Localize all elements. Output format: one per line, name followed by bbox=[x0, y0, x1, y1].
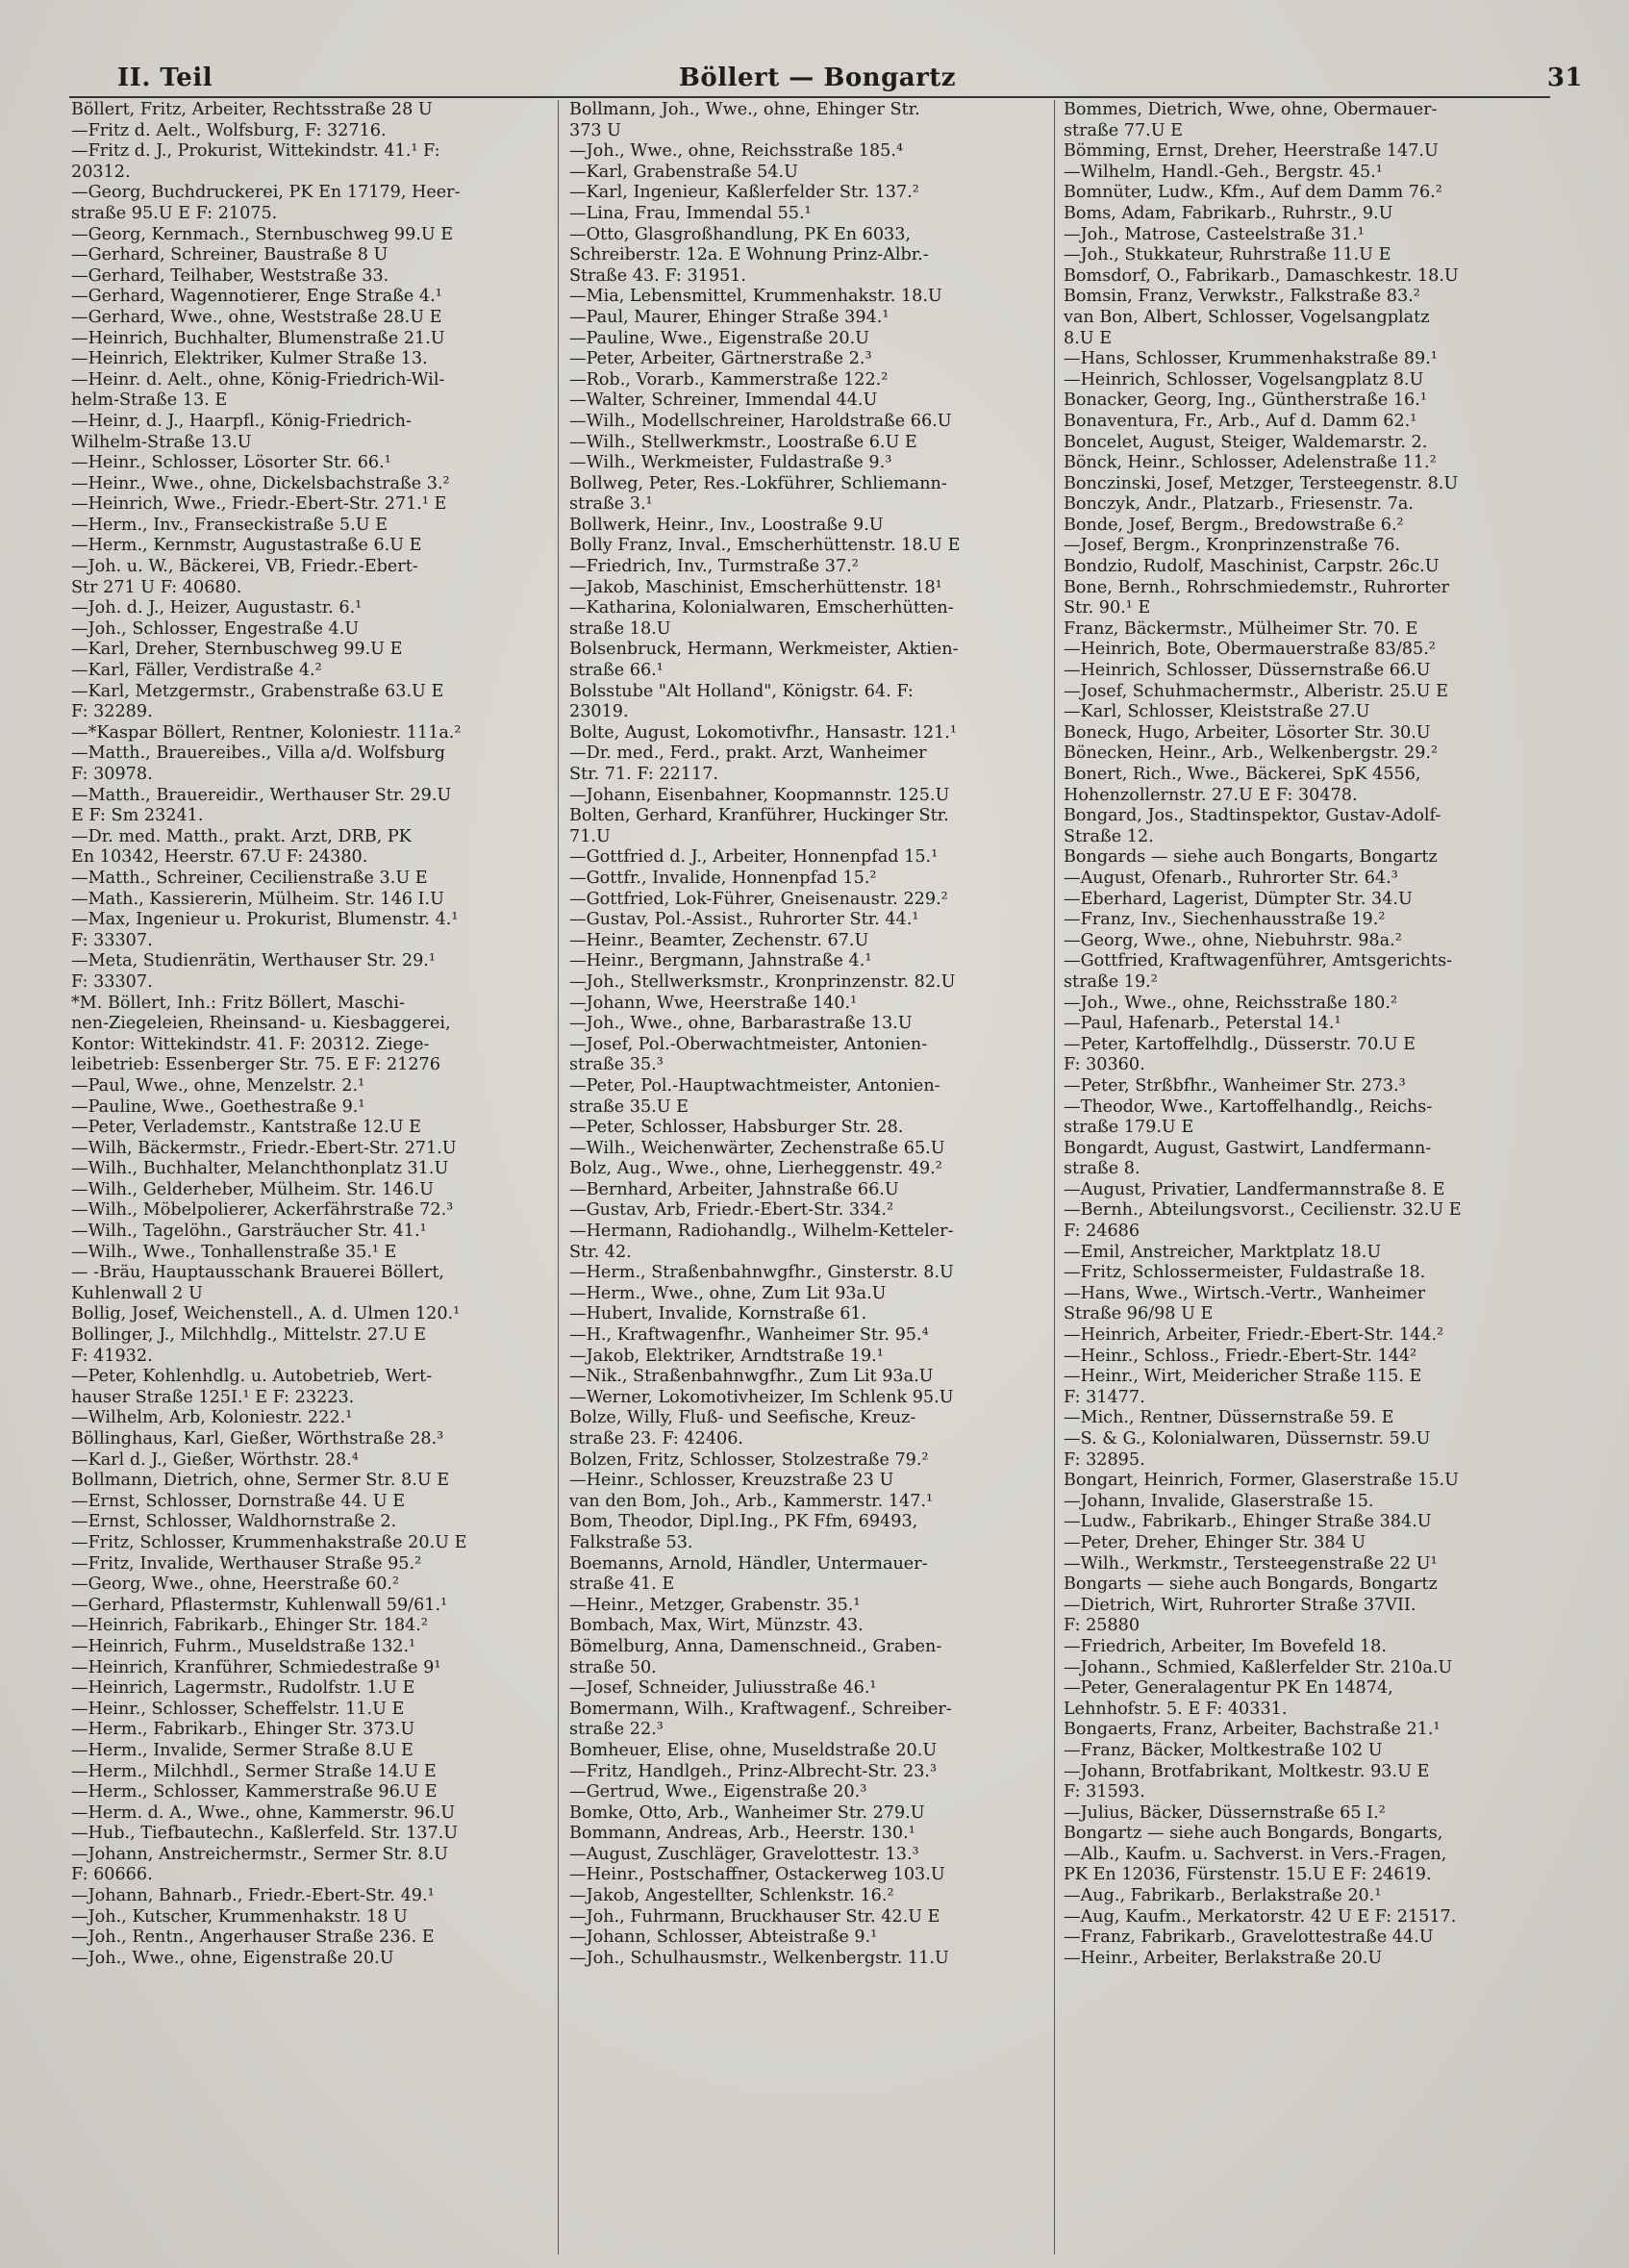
directory-entry-line: —Aug, Kaufm., Merkatorstr. 42 U E F: 21517. bbox=[1064, 1906, 1457, 1927]
directory-entry-line: Bönck, Heinr., Schlosser, Adelenstraße 11.² bbox=[1064, 453, 1437, 473]
directory-entry-line: —Pauline, Wwe., Goethestraße 9.¹ bbox=[71, 1096, 365, 1117]
directory-entry-line: —Johann, Eisenbahner, Koopmannstr. 125.U bbox=[569, 785, 950, 805]
directory-entry-line: Bolz, Aug., Wwe., ohne, Lierheggenstr. 49.² bbox=[569, 1159, 942, 1179]
directory-entry-line: —Herm., Milchhdl., Sermer Straße 14.U E bbox=[71, 1761, 437, 1781]
directory-entry-line: —Wilh., Weichenwärter, Zechenstraße 65.U bbox=[569, 1138, 945, 1158]
directory-entry-line: Bongardt, August, Gastwirt, Landfermann- bbox=[1064, 1138, 1432, 1158]
directory-entry-line: —Karl, Schlosser, Kleiststraße 27.U bbox=[1064, 702, 1370, 722]
directory-entry-line: Bongart, Heinrich, Former, Glaserstraße 15.U bbox=[1064, 1471, 1459, 1491]
directory-entry-line: —Gerhard, Wwe., ohne, Weststraße 28.U E bbox=[71, 307, 442, 327]
directory-entry-line: —Karl d. J., Gießer, Wörthstr. 28.⁴ bbox=[71, 1449, 359, 1470]
page-header bbox=[67, 60, 1583, 98]
directory-entry-line: —Werner, Lokomotivheizer, Im Schlenk 95.U bbox=[569, 1387, 954, 1407]
directory-entry-line: Lehnhofstr. 5. E F: 40331. bbox=[1064, 1699, 1288, 1719]
directory-entry-line: —Georg, Wwe., ohne, Heerstraße 60.² bbox=[71, 1575, 400, 1595]
directory-entry-line: —Herm., Kernmstr, Augustastraße 6.U E bbox=[71, 536, 422, 556]
directory-entry-line: Bomheuer, Elise, ohne, Museldstraße 20.U bbox=[569, 1740, 938, 1760]
directory-entry-line: Bollmann, Dietrich, ohne, Sermer Str. 8.U E bbox=[71, 1471, 450, 1491]
directory-entry-line: —Jakob, Angestellter, Schlenkstr. 16.² bbox=[569, 1886, 894, 1906]
directory-entry-line: Str. 90.¹ E bbox=[1064, 598, 1151, 618]
directory-entry-line: —Joh., Wwe., ohne, Reichsstraße 180.² bbox=[1064, 993, 1398, 1013]
directory-entry-line: Hohenzollernstr. 27.U E F: 30478. bbox=[1064, 785, 1358, 805]
directory-entry-line: Wilhelm-Straße 13.U bbox=[71, 432, 252, 452]
directory-entry-line: —Georg, Kernmach., Sternbuschweg 99.U E bbox=[71, 224, 454, 244]
directory-entry-line: —Fritz d. Aelt., Wolfsburg, F: 32716. bbox=[71, 120, 387, 140]
directory-entry-line: —Ernst, Schlosser, Dornstraße 44. U E bbox=[71, 1491, 406, 1511]
directory-entry-line: —Johann, Bahnarb., Friedr.-Ebert-Str. 49.¹ bbox=[71, 1886, 435, 1906]
directory-entry-line: Bonert, Rich., Wwe., Bäckerei, SpK 4556, bbox=[1064, 765, 1421, 784]
directory-entry-line: —Paul, Hafenarb., Peterstal 14.¹ bbox=[1064, 1014, 1341, 1034]
directory-entry-line: —Heinr., Schlosser, Scheffelstr. 11.U E bbox=[71, 1699, 405, 1719]
directory-entry-line: — -Bräu, Hauptausschank Brauerei Böllert, bbox=[71, 1263, 444, 1283]
directory-entry-line: —Jakob, Elektriker, Arndtstraße 19.¹ bbox=[569, 1346, 884, 1366]
directory-entry-line: 71.U bbox=[569, 826, 611, 846]
directory-entry-line: —Peter, Dreher, Ehinger Str. 384 U bbox=[1064, 1532, 1366, 1552]
column-divider bbox=[1054, 100, 1055, 2255]
directory-entry-line: —Gertrud, Wwe., Eigenstraße 20.³ bbox=[569, 1782, 867, 1802]
directory-entry-line: Bolzen, Fritz, Schlosser, Stolzestraße 79.² bbox=[569, 1449, 929, 1470]
directory-entry-line: Boneck, Hugo, Arbeiter, Lösorter Str. 30.U bbox=[1064, 722, 1431, 743]
directory-entry-line: Bongard, Jos., Stadtinspektor, Gustav-Adolf- bbox=[1064, 806, 1441, 826]
directory-entry-line: —Johann, Invalide, Glaserstraße 15. bbox=[1064, 1491, 1374, 1511]
directory-entry-line: —Pauline, Wwe., Eigenstraße 20.U bbox=[569, 328, 870, 348]
directory-entry-line: —Heinrich, Lagermstr., Rudolfstr. 1.U E bbox=[71, 1678, 415, 1699]
directory-entry-line: —Paul, Wwe., ohne, Menzelstr. 2.¹ bbox=[71, 1075, 365, 1096]
header-rule bbox=[69, 96, 1550, 98]
directory-entry-line: —Gerhard, Pflastermstr, Kuhlenwall 59/61.¹ bbox=[71, 1595, 448, 1615]
directory-entry-line: —Johann, Brotfabrikant, Moltkestr. 93.U E bbox=[1064, 1761, 1430, 1781]
directory-entry-line: —Heinrich, Buchhalter, Blumenstraße 21.U bbox=[71, 328, 445, 348]
header-page-number: 31 bbox=[1546, 63, 1583, 92]
directory-entry-line: —Heinr., Metzger, Grabenstr. 35.¹ bbox=[569, 1595, 861, 1615]
header-section: II. Teil bbox=[117, 63, 213, 92]
directory-entry-line: Bongartz — siehe auch Bongards, Bongarts, bbox=[1064, 1824, 1443, 1844]
directory-entry-line: F: 30978. bbox=[71, 765, 153, 784]
directory-entry-line: —Heinr., Postschaffner, Ostackerweg 103.U bbox=[569, 1865, 945, 1885]
directory-entry-line: —Joh., Fuhrmann, Bruckhauser Str. 42.U E bbox=[569, 1906, 940, 1927]
directory-entry-line: —Matth., Schreiner, Cecilienstraße 3.U E bbox=[71, 868, 428, 888]
directory-entry-line: Straße 12. bbox=[1064, 826, 1154, 846]
directory-entry-line: —H., Kraftwagenfhr., Wanheimer Str. 95.⁴ bbox=[569, 1325, 929, 1346]
directory-entry-line: —August, Ofenarb., Ruhrorter Str. 64.³ bbox=[1064, 868, 1398, 888]
directory-entry-line: —Hubert, Invalide, Kornstraße 61. bbox=[569, 1304, 867, 1324]
directory-entry-line: —Matth., Brauereidir., Werthauser Str. 29.U bbox=[71, 785, 452, 805]
directory-entry-line: —Joh., Wwe., ohne, Barbarastraße 13.U bbox=[569, 1014, 913, 1034]
directory-entry-line: —Rob., Vorarb., Kammerstraße 122.² bbox=[569, 369, 889, 390]
directory-entry-line: Bolly Franz, Inval., Emscherhüttenstr. 18.U E bbox=[569, 536, 961, 556]
directory-entry-line: —Karl, Dreher, Sternbuschweg 99.U E bbox=[71, 640, 403, 660]
directory-entry-line: —Wilh., Werkmeister, Fuldastraße 9.³ bbox=[569, 453, 892, 473]
directory-entry-line: —Josef, Schneider, Juliusstraße 46.¹ bbox=[569, 1678, 877, 1699]
directory-entry-line: straße 77.U E bbox=[1064, 120, 1183, 140]
directory-entry-line: Bommann, Andreas, Arb., Heerstr. 130.¹ bbox=[569, 1824, 915, 1844]
directory-entry-line: —Bernhard, Arbeiter, Jahnstraße 66.U bbox=[569, 1179, 899, 1199]
directory-entry-line: —Peter, Schlosser, Habsburger Str. 28. bbox=[569, 1118, 904, 1138]
directory-entry-line: —Matth., Brauereibes., Villa a/d. Wolfsburg bbox=[71, 743, 445, 764]
directory-entry-line: Bongaerts, Franz, Arbeiter, Bachstraße 21.¹ bbox=[1064, 1720, 1441, 1740]
directory-entry-line: —Joh., Schlosser, Engestraße 4.U bbox=[71, 618, 360, 639]
directory-entry-line: —Heinrich, Schlosser, Vogelsangplatz 8.U bbox=[1064, 369, 1424, 390]
directory-entry-line: F: 31593. bbox=[1064, 1782, 1145, 1802]
directory-entry-line: Böllinghaus, Karl, Gießer, Wörthstraße 28.³ bbox=[71, 1429, 444, 1449]
directory-entry-line: straße 35.³ bbox=[569, 1055, 664, 1075]
directory-entry-line: Str. 71. F: 22117. bbox=[569, 765, 719, 784]
directory-entry-line: —Joh. u. W., Bäckerei, VB, Friedr.-Ebert- bbox=[71, 557, 418, 577]
directory-entry-line: Bollwerk, Heinr., Inv., Loostraße 9.U bbox=[569, 515, 884, 535]
directory-entry-line: Falkstraße 53. bbox=[569, 1532, 693, 1552]
directory-entry-line: —Heinrich, Schlosser, Düssernstraße 66.U bbox=[1064, 661, 1431, 681]
directory-entry-line: —Gerhard, Schreiner, Baustraße 8 U bbox=[71, 245, 388, 265]
directory-entry-line: —Fritz, Handlgeh., Prinz-Albrecht-Str. 23.³ bbox=[569, 1761, 938, 1781]
directory-entry-line: —Georg, Buchdruckerei, PK En 17179, Heer- bbox=[71, 183, 461, 203]
directory-entry-line: Bonczinski, Josef, Metzger, Tersteegenstr. 8.U bbox=[1064, 473, 1459, 493]
directory-entry-line: 23019. bbox=[569, 702, 629, 722]
directory-entry-line: Bonczyk, Andr., Platzarb., Friesenstr. 7a. bbox=[1064, 494, 1415, 515]
directory-entry-line: En 10342, Heerstr. 67.U F: 24380. bbox=[71, 847, 368, 868]
directory-entry-line: —Heinrich, Arbeiter, Friedr.-Ebert-Str. 144.² bbox=[1064, 1325, 1444, 1346]
directory-entry-line: Bone, Bernh., Rohrschmiedemstr., Ruhrorter bbox=[1064, 577, 1450, 597]
directory-entry-line: —Heinrich, Fuhrm., Museldstraße 132.¹ bbox=[71, 1636, 416, 1656]
directory-entry-line: —Franz, Bäcker, Moltkestraße 102 U bbox=[1064, 1740, 1383, 1760]
directory-entry-line: —Joh., Kutscher, Krummenhakstr. 18 U bbox=[71, 1906, 408, 1927]
directory-entry-line: —Katharina, Kolonialwaren, Emscherhütten- bbox=[569, 598, 954, 618]
directory-entry-line: Bomnüter, Ludw., Kfm., Auf dem Damm 76.² bbox=[1064, 183, 1442, 203]
directory-entry-line: —Dr. med., Ferd., prakt. Arzt, Wanheimer bbox=[569, 743, 927, 764]
directory-entry-line: —Paul, Maurer, Ehinger Straße 394.¹ bbox=[569, 307, 890, 327]
directory-entry-line: Bongarts — siehe auch Bongards, Bongartz bbox=[1064, 1575, 1438, 1595]
directory-entry-line: 8.U E bbox=[1064, 328, 1113, 348]
directory-entry-line: Böllert, Fritz, Arbeiter, Rechtsstraße 28 U bbox=[71, 100, 433, 119]
directory-entry-line: —Fritz, Invalide, Werthauser Straße 95.² bbox=[71, 1553, 422, 1574]
directory-entry-line: F: 25880 bbox=[1064, 1616, 1140, 1636]
directory-entry-line: —Fritz d. J., Prokurist, Wittekindstr. 41.¹ F: bbox=[71, 141, 440, 162]
directory-entry-line: —Herm., Straßenbahnwgfhr., Ginsterstr. 8.U bbox=[569, 1263, 954, 1283]
directory-entry-line: —Dr. med. Matth., prakt. Arzt, DRB, PK bbox=[71, 826, 412, 846]
directory-entry-line: —Peter, Kartoffelhdlg., Düsserstr. 70.U E bbox=[1064, 1034, 1416, 1054]
directory-entry-line: Str. 42. bbox=[569, 1242, 632, 1262]
directory-entry-line: —Gustav, Arb, Friedr.-Ebert-Str. 334.² bbox=[569, 1200, 894, 1221]
directory-entry-line: Bonacker, Georg, Ing., Güntherstraße 16.¹ bbox=[1064, 391, 1427, 411]
directory-entry-line: —Dietrich, Wirt, Ruhrorter Straße 37VII. bbox=[1064, 1595, 1416, 1615]
directory-entry-line: —Wilh., Möbelpolierer, Ackerfährstraße 72.³ bbox=[71, 1200, 454, 1221]
directory-entry-line: straße 179.U E bbox=[1064, 1118, 1194, 1138]
directory-entry-line: —Alb., Kaufm. u. Sachverst. in Vers.-Fragen, bbox=[1064, 1844, 1447, 1864]
directory-entry-line: —Gerhard, Wagennotierer, Enge Straße 4.¹ bbox=[71, 287, 442, 307]
directory-entry-line: —August, Zuschläger, Gravelottestr. 13.³ bbox=[569, 1844, 919, 1864]
directory-entry-line: E F: Sm 23241. bbox=[71, 806, 204, 826]
directory-entry-line: Bollmann, Joh., Wwe., ohne, Ehinger Str. bbox=[569, 100, 920, 119]
directory-entry-line: —Wilh., Modellschreiner, Haroldstraße 66.U bbox=[569, 411, 952, 431]
directory-entry-line: helm-Straße 13. E bbox=[71, 391, 228, 411]
directory-entry-line: Bongards — siehe auch Bongarts, Bongartz bbox=[1064, 847, 1438, 868]
directory-entry-line: —Gerhard, Teilhaber, Weststraße 33. bbox=[71, 265, 389, 286]
directory-entry-line: —Aug., Fabrikarb., Berlakstraße 20.¹ bbox=[1064, 1886, 1382, 1906]
directory-entry-line: —Heinr., Wirt, Meidericher Straße 115. E bbox=[1064, 1367, 1422, 1387]
directory-entry-line: F: 31477. bbox=[1064, 1387, 1145, 1407]
directory-entry-line: Bom, Theodor, Dipl.Ing., PK Ffm, 69493, bbox=[569, 1512, 918, 1532]
directory-entry-line: —Heinr., Wwe., ohne, Dickelsbachstraße 3.² bbox=[71, 473, 450, 493]
directory-entry-line: —Joh., Schulhausmstr., Welkenbergstr. 11.U bbox=[569, 1948, 949, 1968]
directory-entry-line: —Heinrich, Fabrikarb., Ehinger Str. 184.² bbox=[71, 1616, 428, 1636]
directory-entry-line: straße 23. F: 42406. bbox=[569, 1429, 743, 1449]
directory-entry-line: —Heinr. d. Aelt., ohne, König-Friedrich-Wil- bbox=[71, 369, 445, 390]
directory-entry-line: —Karl, Fäller, Verdistraße 4.² bbox=[71, 661, 322, 681]
directory-entry-line: —Walter, Schreiner, Immendal 44.U bbox=[569, 391, 878, 411]
directory-entry-line: —Gottfr., Invalide, Honnenpfad 15.² bbox=[569, 868, 877, 888]
directory-entry-line: Bombach, Max, Wirt, Münzstr. 43. bbox=[569, 1616, 864, 1636]
directory-entry-line: F: 41932. bbox=[71, 1346, 153, 1366]
directory-column-1 bbox=[71, 100, 548, 2264]
directory-entry-line: —Johann, Schlosser, Abteistraße 9.¹ bbox=[569, 1928, 878, 1948]
directory-entry-line: —Herm., Schlosser, Kammerstraße 96.U E bbox=[71, 1782, 438, 1802]
directory-entry-line: —*Kaspar Böllert, Rentner, Koloniestr. 111a.² bbox=[71, 722, 462, 743]
directory-entry-line: —Eberhard, Lagerist, Dümpter Str. 34.U bbox=[1064, 889, 1413, 909]
directory-entry-line: Bomsin, Franz, Verwkstr., Falkstraße 83.² bbox=[1064, 287, 1420, 307]
directory-entry-line: —Josef, Bergm., Kronprinzenstraße 76. bbox=[1064, 536, 1401, 556]
directory-entry-line: van Bon, Albert, Schlosser, Vogelsangplatz bbox=[1064, 307, 1430, 327]
directory-entry-line: Bönecken, Heinr., Arb., Welkenbergstr. 29.² bbox=[1064, 743, 1439, 764]
directory-entry-line: —Karl, Grabenstraße 54.U bbox=[569, 162, 798, 182]
directory-entry-line: straße 8. bbox=[1064, 1159, 1140, 1179]
directory-entry-line: —Georg, Wwe., ohne, Niebuhrstr. 98a.² bbox=[1064, 930, 1402, 950]
directory-entry-line: straße 3.¹ bbox=[569, 494, 653, 515]
directory-entry-line: straße 22.³ bbox=[569, 1720, 664, 1740]
directory-entry-line: —Mia, Lebensmittel, Krummenhakstr. 18.U bbox=[569, 287, 942, 307]
directory-entry-line: —Lina, Frau, Immendal 55.¹ bbox=[569, 203, 812, 223]
directory-entry-line: —Hermann, Radiohandlg., Wilhelm-Ketteler- bbox=[569, 1222, 954, 1242]
directory-entry-line: —Fritz, Schlossermeister, Fuldastraße 18. bbox=[1064, 1263, 1426, 1283]
directory-entry-line: —Friedrich, Inv., Turmstraße 37.² bbox=[569, 557, 859, 577]
directory-entry-line: —Heinr., Beamter, Zechenstr. 67.U bbox=[569, 930, 869, 950]
directory-entry-line: —Wilh., Werkmstr., Tersteegenstraße 22 U¹ bbox=[1064, 1553, 1438, 1574]
directory-entry-line: —Heinr., Schloss., Friedr.-Ebert-Str. 144² bbox=[1064, 1346, 1417, 1366]
directory-entry-line: —Heinr., Arbeiter, Berlakstraße 20.U bbox=[1064, 1948, 1383, 1968]
directory-entry-line: —Heinrich, Kranführer, Schmiedestraße 9¹ bbox=[71, 1657, 441, 1677]
directory-entry-line: —Jakob, Maschinist, Emscherhüttenstr. 18¹ bbox=[569, 577, 942, 597]
directory-entry-line: Boncelet, August, Steiger, Waldemarstr. 2. bbox=[1064, 432, 1428, 452]
directory-entry-line: straße 95.U E F: 21075. bbox=[71, 203, 278, 223]
directory-entry-line: —Ernst, Schlosser, Waldhornstraße 2. bbox=[71, 1512, 397, 1532]
directory-entry-line: —Joh., Wwe., ohne, Reichsstraße 185.⁴ bbox=[569, 141, 904, 162]
directory-entry-line: —Wilh., Tagelöhn., Garsträucher Str. 41.¹ bbox=[71, 1222, 427, 1242]
directory-entry-line: straße 50. bbox=[569, 1657, 657, 1677]
directory-entry-line: —Hub., Tiefbautechn., Kaßlerfeld. Str. 137.U bbox=[71, 1824, 459, 1844]
directory-entry-line: Bolten, Gerhard, Kranführer, Huckinger Str. bbox=[569, 806, 949, 826]
directory-entry-line: —Franz, Inv., Siechenhausstraße 19.² bbox=[1064, 910, 1386, 930]
directory-entry-line: —Heinr., Schlosser, Lösorter Str. 66.¹ bbox=[71, 453, 391, 473]
directory-entry-line: —Joh., Stukkateur, Ruhrstraße 11.U E bbox=[1064, 245, 1391, 265]
directory-entry-line: —Herm., Fabrikarb., Ehinger Str. 373.U bbox=[71, 1720, 415, 1740]
directory-entry-line: F: 30360. bbox=[1064, 1055, 1145, 1075]
column-divider bbox=[558, 100, 559, 2255]
directory-entry-line: leibetrieb: Essenberger Str. 75. E F: 21276 bbox=[71, 1055, 440, 1075]
directory-entry-line: —Joh. d. J., Heizer, Augustastr. 6.¹ bbox=[71, 598, 363, 618]
directory-entry-line: Schreiberstr. 12a. E Wohnung Prinz-Albr.- bbox=[569, 245, 929, 265]
directory-entry-line: PK En 12036, Fürstenstr. 15.U E F: 24619. bbox=[1064, 1865, 1432, 1885]
directory-entry-line: Bommes, Dietrich, Wwe, ohne, Obermauer- bbox=[1064, 100, 1438, 119]
directory-entry-line: —Nik., Straßenbahnwgfhr., Zum Lit 93a.U bbox=[569, 1367, 934, 1387]
directory-entry-line: Bömming, Ernst, Dreher, Heerstraße 147.U bbox=[1064, 141, 1439, 162]
directory-entry-line: Bollinger, J., Milchhdlg., Mittelstr. 27.U E bbox=[71, 1325, 427, 1346]
directory-entry-line: Str 271 U F: 40680. bbox=[71, 577, 242, 597]
directory-entry-line: —Peter, Strßbfhr., Wanheimer Str. 273.³ bbox=[1064, 1075, 1406, 1096]
directory-entry-line: Bomermann, Wilh., Kraftwagenf., Schreiber- bbox=[569, 1699, 952, 1719]
directory-entry-line: —Gottfried, Kraftwagenführer, Amtsgerichts- bbox=[1064, 951, 1453, 971]
directory-entry-line: F: 32289. bbox=[71, 702, 153, 722]
directory-entry-line: Bolsenbruck, Hermann, Werkmeister, Aktien- bbox=[569, 640, 959, 660]
directory-entry-line: Bollweg, Peter, Res.-Lokführer, Schliemann- bbox=[569, 473, 947, 493]
directory-entry-line: —Hans, Wwe., Wirtsch.-Vertr., Wanheimer bbox=[1064, 1283, 1426, 1303]
directory-entry-line: F: 33307. bbox=[71, 971, 153, 992]
directory-entry-line: Bollig, Josef, Weichenstell., A. d. Ulmen 120.¹ bbox=[71, 1304, 461, 1324]
directory-entry-line: —Peter, Generalagentur PK En 14874, bbox=[1064, 1678, 1393, 1699]
directory-entry-line: straße 41. E bbox=[569, 1575, 675, 1595]
header-name-range: Böllert — Bongartz bbox=[678, 63, 957, 92]
directory-entry-line: Boemanns, Arnold, Händler, Untermauer- bbox=[569, 1553, 928, 1574]
directory-entry-line: F: 60666. bbox=[71, 1865, 153, 1885]
directory-entry-line: —Heinr., Bergmann, Jahnstraße 4.¹ bbox=[569, 951, 872, 971]
directory-entry-line: —Wilh., Gelderheber, Mülheim. Str. 146.U bbox=[71, 1179, 434, 1199]
directory-entry-line: Bolze, Willy, Fluß- und Seefische, Kreuz- bbox=[569, 1408, 916, 1428]
directory-column-3 bbox=[1064, 100, 1552, 2264]
directory-entry-line: 20312. bbox=[71, 162, 131, 182]
directory-entry-line: —Gottfried d. J., Arbeiter, Honnenpfad 15.¹ bbox=[569, 847, 939, 868]
directory-entry-line: —Joh., Stellwerksmstr., Kronprinzenstr. 82.U bbox=[569, 971, 956, 992]
directory-entry-line: —Franz, Fabrikarb., Gravelottestraße 44.U bbox=[1064, 1928, 1434, 1948]
directory-entry-line: Bonaventura, Fr., Arb., Auf d. Damm 62.¹ bbox=[1064, 411, 1417, 431]
directory-entry-line: —Heinr, d. J., Haarpfl., König-Friedrich- bbox=[71, 411, 412, 431]
directory-entry-line: Franz, Bäckermstr., Mülheimer Str. 70. E bbox=[1064, 618, 1418, 639]
directory-entry-line: —S. & G., Kolonialwaren, Düssernstr. 59.U bbox=[1064, 1429, 1431, 1449]
directory-entry-line: F: 24686 bbox=[1064, 1222, 1140, 1242]
directory-entry-line: —Gottfried, Lok-Führer, Gneisenaustr. 229.² bbox=[569, 889, 948, 909]
directory-entry-line: —Johann., Schmied, Kaßlerfelder Str. 210a.U bbox=[1064, 1657, 1453, 1677]
directory-entry-line: Straße 96/98 U E bbox=[1064, 1304, 1214, 1324]
directory-entry-line: Bomke, Otto, Arb., Wanheimer Str. 279.U bbox=[569, 1802, 925, 1823]
directory-entry-line: —Joh., Rentn., Angerhauser Straße 236. E bbox=[71, 1928, 435, 1948]
directory-entry-line: —Wilh, Bäckermstr., Friedr.-Ebert-Str. 271.U bbox=[71, 1138, 457, 1158]
directory-entry-line: —Johann, Anstreichermstr., Sermer Str. 8.U bbox=[71, 1844, 448, 1864]
directory-entry-line: —Otto, Glasgroßhandlung, PK En 6033, bbox=[569, 224, 912, 244]
directory-entry-line: —Karl, Ingenieur, Kaßlerfelder Str. 137.² bbox=[569, 183, 919, 203]
directory-entry-line: —Peter, Verlademstr., Kantstraße 12.U E bbox=[71, 1118, 421, 1138]
directory-entry-line: —Johann, Wwe, Heerstraße 140.¹ bbox=[569, 993, 858, 1013]
directory-entry-line: —Mich., Rentner, Düssernstraße 59. E bbox=[1064, 1408, 1394, 1428]
directory-entry-line: —Herm., Wwe., ohne, Zum Lit 93a.U bbox=[569, 1283, 887, 1303]
directory-entry-line: —Herm., Invalide, Sermer Straße 8.U E bbox=[71, 1740, 414, 1760]
directory-entry-line: —Hans, Schlosser, Krummenhakstraße 89.¹ bbox=[1064, 349, 1438, 369]
directory-entry-line: —Theodor, Wwe., Kartoffelhandlg., Reichs- bbox=[1064, 1096, 1433, 1117]
directory-entry-line: —Heinrich, Bote, Obermauerstraße 83/85.² bbox=[1064, 640, 1436, 660]
directory-entry-line: —Wilhelm, Handl.-Geh., Bergstr. 45.¹ bbox=[1064, 162, 1383, 182]
directory-entry-line: —August, Privatier, Landfermannstraße 8. E bbox=[1064, 1179, 1445, 1199]
directory-entry-line: Bonde, Josef, Bergm., Bredowstraße 6.² bbox=[1064, 515, 1404, 535]
directory-entry-line: hauser Straße 125I.¹ E F: 23223. bbox=[71, 1387, 355, 1407]
directory-entry-line: —Gustav, Pol.-Assist., Ruhrorter Str. 44.¹ bbox=[569, 910, 919, 930]
directory-entry-line: Bondzio, Rudolf, Maschinist, Carpstr. 26c.U bbox=[1064, 557, 1440, 577]
directory-entry-line: 373 U bbox=[569, 120, 622, 140]
directory-entry-line: —Wilh., Buchhalter, Melanchthonplatz 31.U bbox=[71, 1159, 449, 1179]
directory-entry-line: Kuhlenwall 2 U bbox=[71, 1283, 203, 1303]
directory-entry-line: —Wilh., Wwe., Tonhallenstraße 35.¹ E bbox=[71, 1242, 397, 1262]
directory-entry-line: Bomsdorf, O., Fabrikarb., Damaschkestr. 18.U bbox=[1064, 265, 1459, 286]
directory-entry-line: —Joh., Matrose, Casteelstraße 31.¹ bbox=[1064, 224, 1365, 244]
directory-entry-line: Bolsstube "Alt Holland", Königstr. 64. F: bbox=[569, 681, 914, 701]
directory-entry-line: straße 35.U E bbox=[569, 1096, 689, 1117]
directory-entry-line: Bömelburg, Anna, Damenschneid., Graben- bbox=[569, 1636, 942, 1656]
directory-entry-line: —Heinr., Schlosser, Kreuzstraße 23 U bbox=[569, 1471, 894, 1491]
directory-entry-line: *M. Böllert, Inh.: Fritz Böllert, Maschi- bbox=[71, 993, 405, 1013]
directory-entry-line: F: 33307. bbox=[71, 930, 153, 950]
directory-entry-line: straße 19.² bbox=[1064, 971, 1158, 992]
directory-entry-line: —Herm. d. A., Wwe., ohne, Kammerstr. 96.U bbox=[71, 1802, 456, 1823]
directory-entry-line: —Wilhelm, Arb, Koloniestr. 222.¹ bbox=[71, 1408, 353, 1428]
directory-entry-line: Boms, Adam, Fabrikarb., Ruhrstr., 9.U bbox=[1064, 203, 1393, 223]
directory-entry-line: —Josef, Pol.-Oberwachtmeister, Antonien- bbox=[569, 1034, 928, 1054]
directory-entry-line: —Math., Kassiererin, Mülheim. Str. 146 I.U bbox=[71, 889, 444, 909]
directory-entry-line: —Emil, Anstreicher, Marktplatz 18.U bbox=[1064, 1242, 1382, 1262]
directory-entry-line: Kontor: Wittekindstr. 41. F: 20312. Ziege- bbox=[71, 1034, 430, 1054]
directory-entry-line: nen-Ziegeleien, Rheinsand- u. Kiesbaggerei, bbox=[71, 1014, 451, 1034]
directory-entry-line: —Fritz, Schlosser, Krummenhakstraße 20.U E bbox=[71, 1532, 467, 1552]
directory-entry-line: —Josef, Schuhmachermstr., Alberistr. 25.U E bbox=[1064, 681, 1448, 701]
directory-entry-line: —Peter, Kohlenhdlg. u. Autobetrieb, Wert- bbox=[71, 1367, 433, 1387]
directory-entry-line: F: 32895. bbox=[1064, 1449, 1145, 1470]
directory-entry-line: —Peter, Pol.-Hauptwachtmeister, Antonien- bbox=[569, 1075, 940, 1096]
directory-entry-line: —Julius, Bäcker, Düssernstraße 65 I.² bbox=[1064, 1802, 1386, 1823]
directory-entry-line: —Meta, Studienrätin, Werthauser Str. 29.¹ bbox=[71, 951, 436, 971]
directory-entry-line: —Karl, Metzgermstr., Grabenstraße 63.U E bbox=[71, 681, 444, 701]
directory-entry-line: —Joh., Wwe., ohne, Eigenstraße 20.U bbox=[71, 1948, 394, 1968]
directory-entry-line: —Ludw., Fabrikarb., Ehinger Straße 384.U bbox=[1064, 1512, 1432, 1532]
directory-column-2 bbox=[569, 100, 1046, 2264]
directory-entry-line: —Wilh., Stellwerkmstr., Loostraße 6.U E bbox=[569, 432, 917, 452]
directory-entry-line: Straße 43. F: 31951. bbox=[569, 265, 747, 286]
directory-entry-line: van den Bom, Joh., Arb., Kammerstr. 147.¹ bbox=[569, 1491, 934, 1511]
directory-entry-line: —Friedrich, Arbeiter, Im Bovefeld 18. bbox=[1064, 1636, 1387, 1656]
directory-entry-line: straße 66.¹ bbox=[569, 661, 664, 681]
directory-entry-line: —Herm., Inv., Franseckistraße 5.U E bbox=[71, 515, 388, 535]
directory-entry-line: —Heinrich, Wwe., Friedr.-Ebert-Str. 271.¹ E bbox=[71, 494, 447, 515]
directory-entry-line: —Bernh., Abteilungsvorst., Cecilienstr. 32.U E bbox=[1064, 1200, 1462, 1221]
directory-entry-line: straße 18.U bbox=[569, 618, 671, 639]
directory-entry-line: Bolte, August, Lokomotivfhr., Hansastr. 121.¹ bbox=[569, 722, 957, 743]
directory-entry-line: —Heinrich, Elektriker, Kulmer Straße 13. bbox=[71, 349, 428, 369]
directory-entry-line: —Peter, Arbeiter, Gärtnerstraße 2.³ bbox=[569, 349, 872, 369]
directory-entry-line: —Max, Ingenieur u. Prokurist, Blumenstr. 4.¹ bbox=[71, 910, 459, 930]
